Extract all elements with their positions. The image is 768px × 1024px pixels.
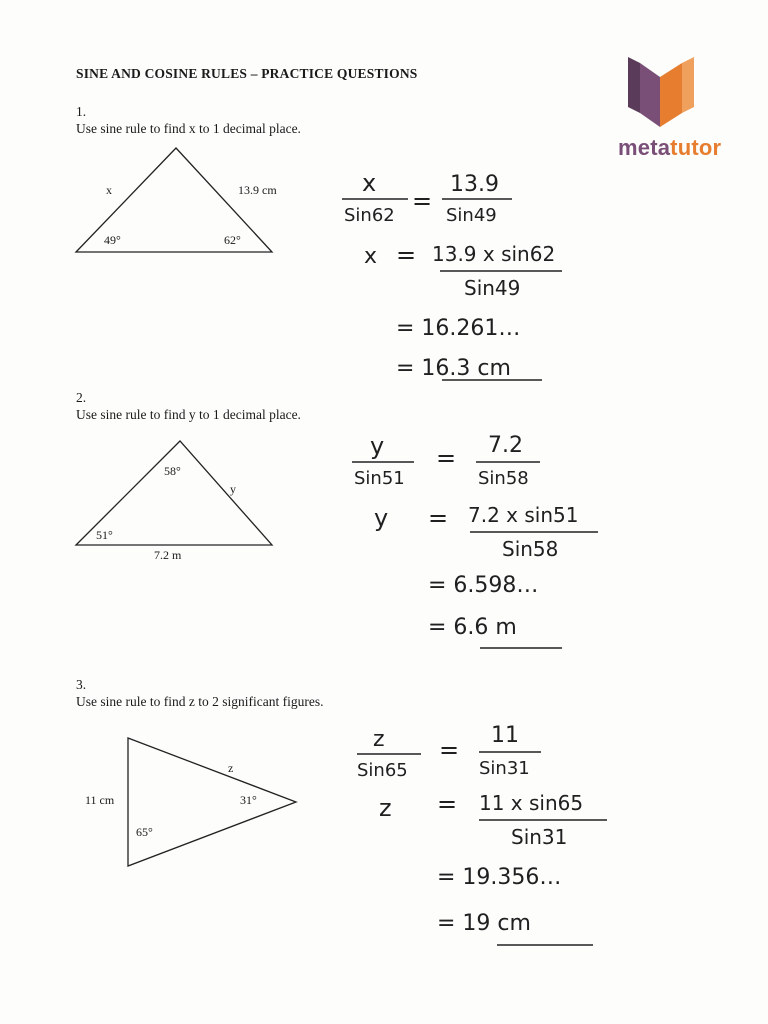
question-2-triangle: [70, 435, 290, 565]
q1-l2-num: 13.9 x sin62: [432, 242, 556, 266]
q1-l2-den: Sin49: [464, 276, 521, 300]
q3-l2-den: Sin31: [511, 825, 568, 849]
q2-side-bottom-label: 7.2 m: [154, 548, 182, 562]
q3-side-left-label: 11 cm: [85, 793, 115, 807]
q2-l2-den: Sin58: [502, 537, 559, 561]
q3-angle-bottom-label: 65°: [136, 825, 153, 839]
question-2-text: Use sine rule to find y to 1 decimal place.: [76, 407, 301, 422]
q3-l2-eq: =: [437, 790, 458, 818]
question-3-text: Use sine rule to find z to 2 significant figures.: [76, 694, 324, 709]
q2-l2-lhs: y: [374, 504, 389, 532]
q1-angle-right-label: 62°: [224, 233, 241, 247]
q3-line4: = 19 cm: [437, 911, 531, 936]
question-1-number: 1.: [76, 104, 87, 119]
question-3-number: 3.: [76, 677, 87, 692]
q2-side-y-label: y: [230, 482, 236, 496]
question-1-text: Use sine rule to find x to 1 decimal place.: [76, 121, 301, 136]
question-3-triangle: [80, 732, 310, 872]
question-2-number: 2.: [76, 390, 87, 405]
q2-l1-eq: =: [436, 444, 457, 472]
logo-text-tutor: tutor: [670, 135, 722, 160]
question-3-working: [345, 720, 645, 955]
q3-angle-right-label: 31°: [240, 793, 257, 807]
question-1-triangle: [70, 140, 310, 260]
q1-line3: = 16.261…: [396, 316, 521, 341]
q1-l2-lhs: x: [364, 244, 378, 269]
q1-l1-num-left: x: [362, 169, 377, 197]
q2-l1-num-left: y: [370, 432, 385, 460]
q1-l1-eq: =: [412, 187, 433, 215]
q3-l1-num-right: 11: [491, 723, 519, 748]
q3-l1-num-left: z: [373, 727, 385, 752]
q2-line3: = 6.598…: [428, 573, 539, 598]
q2-l1-den-right: Sin58: [478, 468, 529, 489]
metatutor-logo-text: [618, 135, 721, 161]
q3-side-z-label: z: [228, 761, 234, 775]
q3-l2-num: 11 x sin65: [479, 791, 584, 815]
q2-l2-num: 7.2 x sin51: [468, 503, 579, 527]
q1-side-right-label: 13.9 cm: [238, 183, 277, 197]
q3-l1-den-right: Sin31: [479, 758, 530, 779]
q1-l1-den-right: Sin49: [446, 205, 497, 226]
q1-l2-eq: =: [396, 241, 417, 269]
q3-l1-eq: =: [439, 736, 460, 764]
q1-line4: = 16.3 cm: [396, 356, 511, 381]
page-title: SINE AND COSINE RULES – PRACTICE QUESTIONS: [76, 66, 418, 81]
q1-angle-left-label: 49°: [104, 233, 121, 247]
q2-line4: = 6.6 m: [428, 615, 517, 640]
q2-l2-eq: =: [428, 504, 449, 532]
q2-l1-num-right: 7.2: [488, 433, 523, 458]
q3-l1-den-left: Sin65: [357, 760, 408, 781]
q2-angle-top-label: 58°: [164, 464, 181, 478]
question-1-working: [330, 165, 630, 385]
q2-l1-den-left: Sin51: [354, 468, 405, 489]
q1-side-x-label: x: [106, 183, 112, 197]
q3-l2-lhs: z: [379, 794, 392, 822]
logo-text-meta: meta: [618, 135, 671, 160]
question-2-working: [340, 428, 640, 658]
q1-l1-num-right: 13.9: [450, 172, 499, 197]
q3-line3: = 19.356…: [437, 865, 562, 890]
q1-l1-den-left: Sin62: [344, 205, 395, 226]
q2-angle-left-label: 51°: [96, 528, 113, 542]
